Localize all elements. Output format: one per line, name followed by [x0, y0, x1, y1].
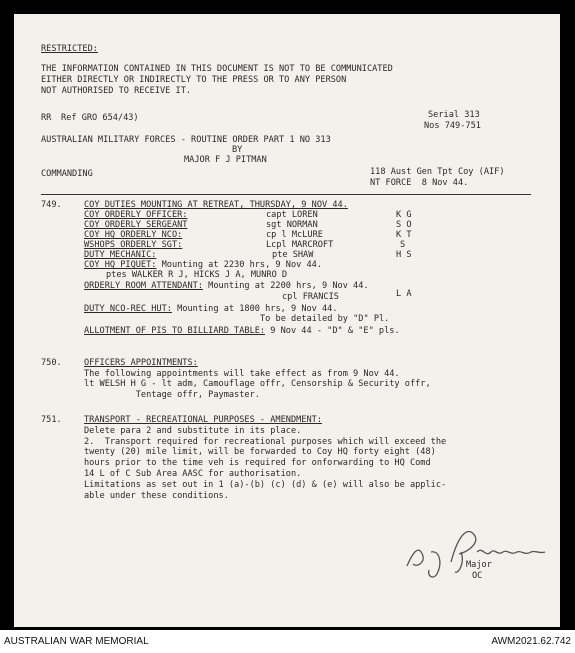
picquet-ptes: ptes WALKER R J, HICKS J A, MUNRO D	[106, 270, 288, 280]
duty-name: sgt NORMAN	[266, 220, 318, 230]
notice-line-2: EITHER DIRECTLY OR INDIRECTLY TO THE PRESS OR TO ANY PERSON	[41, 75, 347, 85]
restricted-heading: RESTRICTED:	[41, 44, 98, 54]
commanding: COMMANDING	[41, 169, 93, 179]
item-751-line: Delete para 2 and substitute in its place.	[84, 426, 302, 436]
orderly-room-label: ORDERLY ROOM ATTENDANT:	[84, 281, 203, 291]
duty-name: Lcpl MARCROFT	[266, 240, 334, 250]
duty-code: H S	[396, 250, 412, 260]
major-name: MAJOR F J PITMAN	[184, 155, 267, 165]
duty-name: pte SHAW	[272, 250, 314, 260]
orderly-room-line	[84, 281, 369, 291]
allotment-line	[84, 326, 400, 336]
duty-label: COY HQ ORDERLY NCO:	[84, 230, 183, 240]
force-date: NT FORCE 8 Nov 44.	[370, 178, 469, 188]
serial: Serial 313	[428, 110, 480, 120]
duty-nco-detail: To be detailed by "D" Pl.	[260, 314, 390, 324]
duty-code: K G	[396, 210, 412, 220]
item-749-number: 749.	[41, 200, 62, 210]
sign-role: OC	[472, 571, 483, 581]
notice-line-3: NOT AUTHORISED TO RECEIVE IT.	[41, 86, 192, 96]
picquet-label: COY HQ PIQUET:	[84, 260, 157, 270]
ref-gro: Ref GRO 654/43)	[61, 113, 139, 123]
item-751-title: TRANSPORT - RECREATIONAL PURPOSES - AMENDMENT:	[84, 415, 322, 425]
item-750-line: lt WELSH H G - lt adm, Camouflage offr, Censorship & Security offr,	[84, 379, 431, 389]
by-text: BY	[232, 145, 243, 155]
unit-name: 118 Aust Gen Tpt Coy (AIF)	[370, 167, 505, 177]
item-750-number: 750.	[41, 358, 62, 368]
allotment-label: ALLOTMENT OF PIS TO BILLIARD TABLE:	[84, 326, 266, 336]
ref-prefix: RR	[41, 113, 52, 123]
duty-code: S	[400, 240, 406, 250]
orderly-room-text: Mounting at 2200 hrs, 9 Nov 44.	[203, 281, 369, 291]
footer-right: AWM2021.62.742	[491, 636, 571, 647]
item-751-line: hours prior to the time veh is required for onforwarding to HQ Comd	[84, 458, 431, 468]
duty-nco-text: Mounting at 1800 hrs, 9 Nov 44.	[171, 304, 338, 314]
duty-nco-label: DUTY NCO-REC HUT:	[84, 304, 172, 314]
item-749-title: COY DUTIES MOUNTING AT RETREAT, THURSDAY, 9 NOV 44.	[84, 200, 348, 210]
item-750-title: OFFICERS APPOINTMENTS:	[84, 358, 198, 368]
allotment-text: 9 Nov 44 - "D" & "E" pls.	[265, 326, 400, 336]
duty-label: COY ORDERLY OFFICER:	[84, 210, 188, 220]
duty-name: cp l McLURE	[266, 230, 323, 240]
duty-code: S O	[396, 220, 412, 230]
duty-name: capt LOREN	[266, 210, 318, 220]
document-page	[14, 14, 560, 627]
item-751-line: able under these conditions.	[84, 491, 229, 501]
item-750-line: Tentage offr, Paymaster.	[84, 390, 260, 400]
picquet-line	[84, 260, 322, 270]
item-750-line: The following appointments will take effect as from 9 Nov 44.	[84, 369, 400, 379]
archive-footer	[0, 630, 575, 653]
notice-line-1: THE INFORMATION CONTAINED IN THIS DOCUMENT IS NOT TO BE COMMUNICATED	[41, 64, 393, 74]
orderly-room-code: L A	[396, 289, 412, 299]
item-751-number: 751.	[41, 415, 62, 425]
duty-label: WSHOPS ORDERLY SGT:	[84, 240, 183, 250]
footer-left: AUSTRALIAN WAR MEMORIAL	[4, 636, 149, 647]
separator-line	[41, 194, 531, 195]
item-751-line: twenty (20) mile limit, will be forwarded to Coy HQ forty eight (48)	[84, 447, 436, 457]
order-title: AUSTRALIAN MILITARY FORCES - ROUTINE ORDER PART 1 NO 313	[41, 135, 331, 145]
duty-code: K T	[396, 230, 412, 240]
duty-label: COY ORDERLY SERGEANT	[84, 220, 188, 230]
order-numbers: Nos 749-751	[424, 121, 481, 131]
sign-rank: Major	[466, 560, 492, 570]
duty-label: DUTY MECHANIC:	[84, 250, 157, 260]
item-751-line: 2. Transport required for recreational purposes which will exceed the	[84, 437, 447, 447]
orderly-room-cpl: cpl FRANCIS	[282, 292, 339, 302]
item-751-line: Limitations as set out in 1 (a)-(b) (c) (d) & (e) will also be applic-	[84, 480, 447, 490]
picquet-text: Mounting at 2230 hrs, 9 Nov 44.	[156, 260, 323, 270]
item-751-line: 14 L of C Sub Area AASC for authorisation.	[84, 469, 302, 479]
duty-nco-line	[84, 304, 338, 314]
